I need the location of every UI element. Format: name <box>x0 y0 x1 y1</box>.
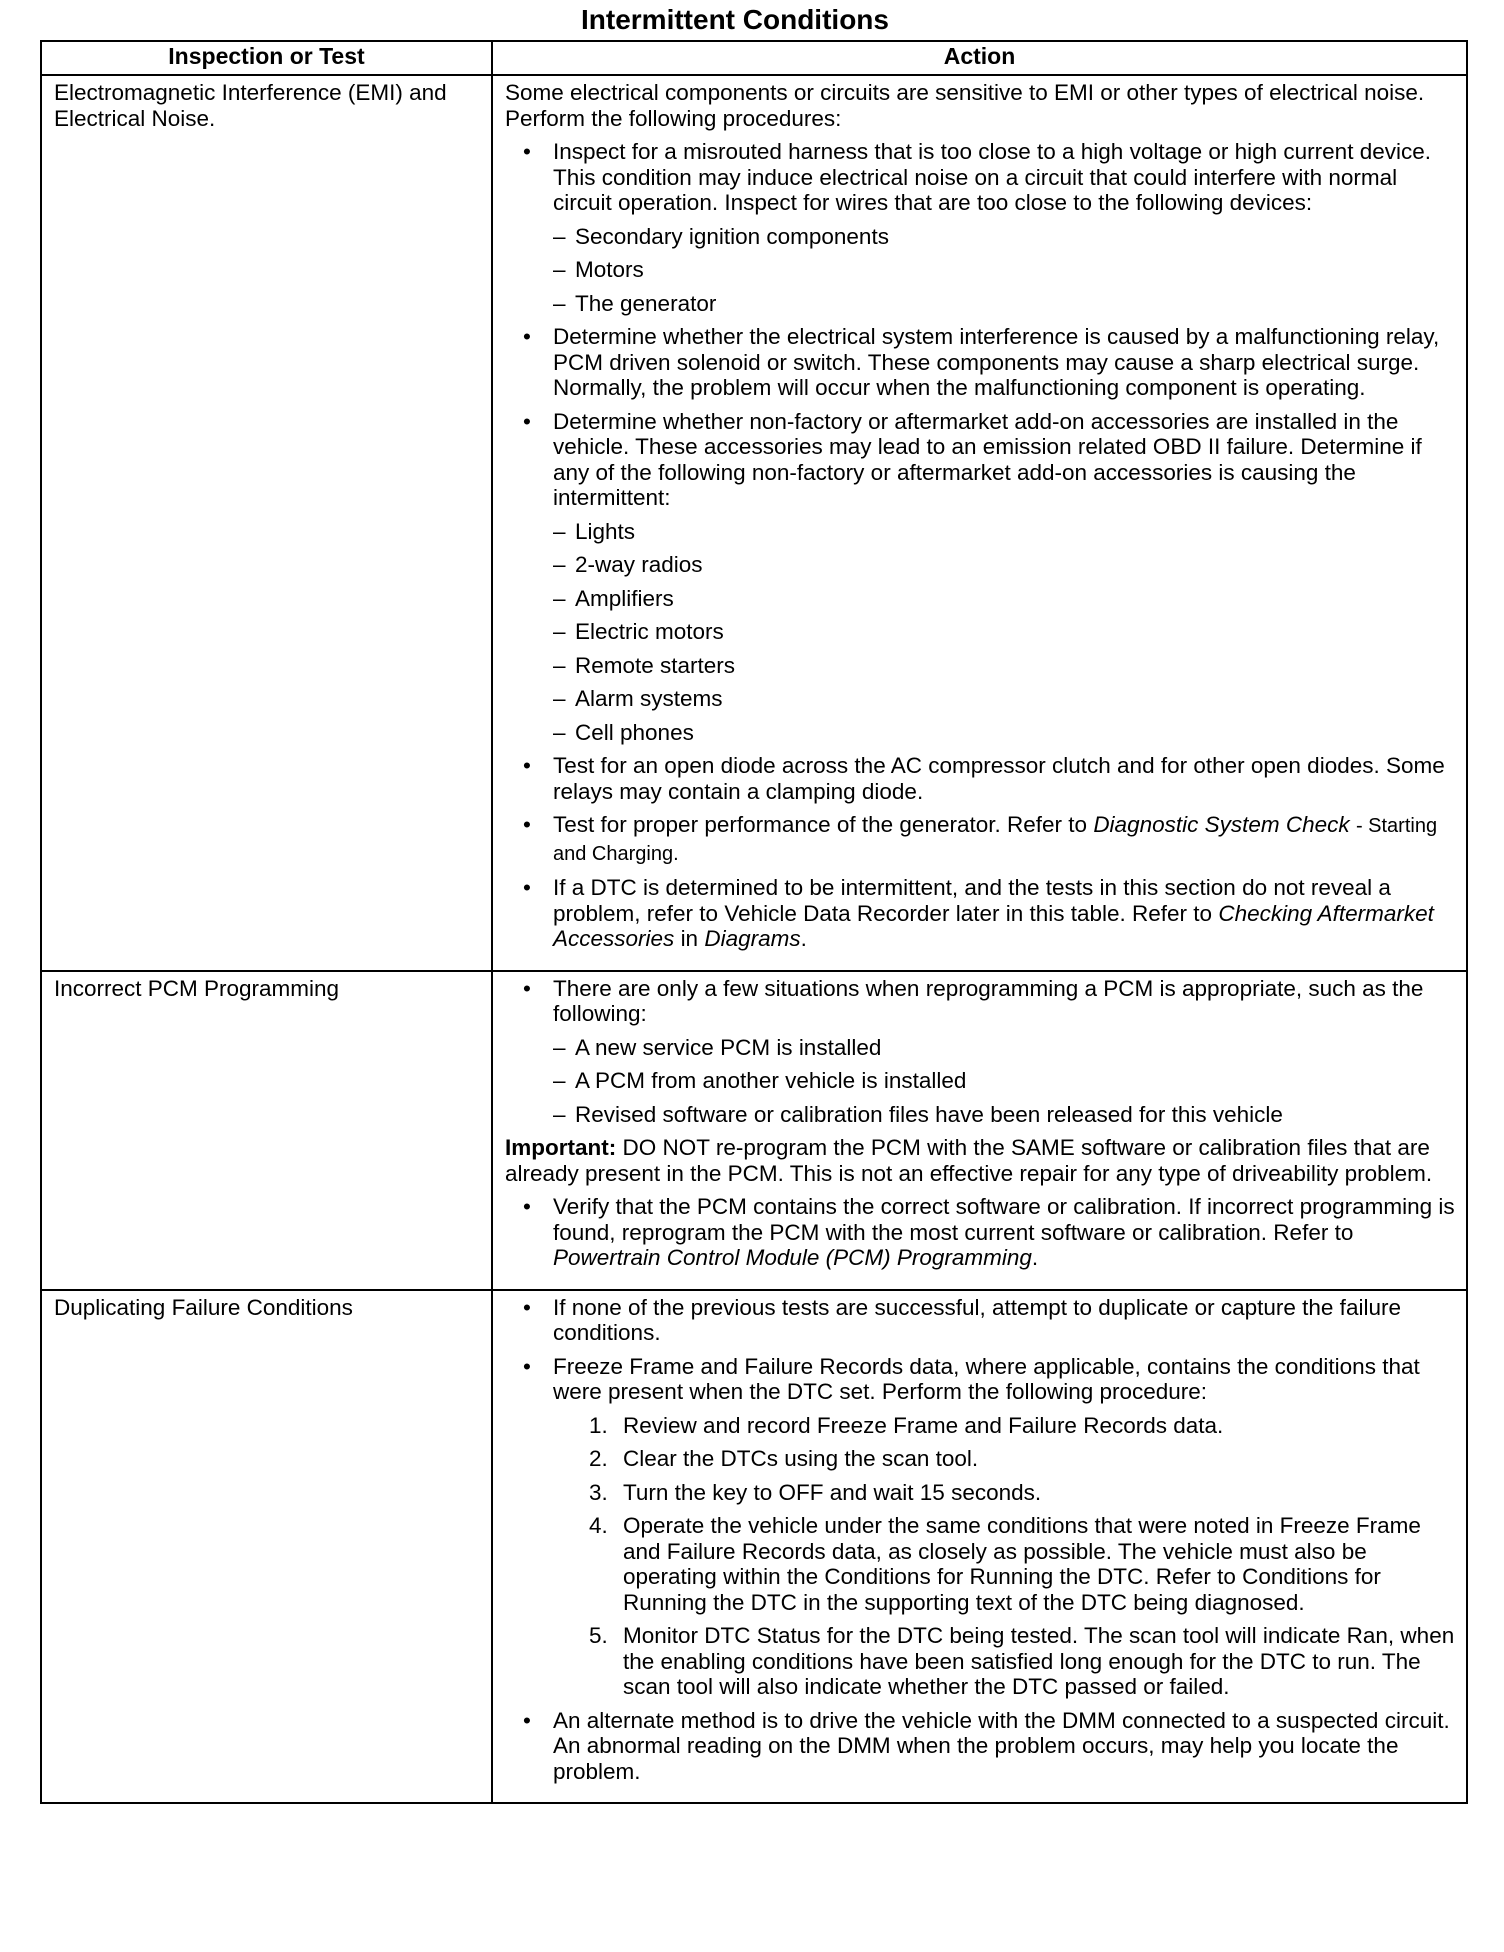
bullet-marker: • <box>523 1194 531 1219</box>
important-note <box>505 1135 1456 1186</box>
bullet-text: There are only a few situations when reprogramming a PCM is appropriate, such as the following: <box>553 975 1424 1026</box>
dash-marker: – <box>553 1034 566 1060</box>
aftermarket-accessories-ref: Checking Aftermarket Accessories <box>553 900 1434 951</box>
bullet-marker: • <box>523 1294 531 1320</box>
dash-marker: – <box>553 1068 566 1093</box>
bullet-item <box>523 1194 1456 1271</box>
dash-marker: – <box>553 585 566 611</box>
dash-item <box>553 1068 1456 1094</box>
dash-text: Alarm systems <box>575 686 723 711</box>
bullet-marker: • <box>523 324 531 349</box>
action-intro: Some electrical components or circuits are sensitive to EMI or other types of electrical noise. Perform the following procedures: <box>505 80 1425 131</box>
bullet-item <box>523 753 1456 804</box>
important-label: Important: <box>505 1135 617 1160</box>
generator-test-text: Test for proper performance of the generator. Refer to <box>553 812 1088 837</box>
bullet-marker: • <box>523 875 531 900</box>
page-title: Intermittent Conditions <box>581 4 889 35</box>
important-text: DO NOT re-program the PCM with the SAME software or calibration files that are already present in the PCM. This is not an effective repair for any type of driveability problem. <box>505 1135 1433 1186</box>
bullet-text: Freeze Frame and Failure Records data, where applicable, contains the conditions that were present when the DTC set. Perform the following procedure: <box>553 1353 1420 1404</box>
step-text: Turn the key to OFF and wait 15 seconds. <box>623 1479 1042 1505</box>
row-action <box>492 1290 1467 1804</box>
header-action: Action <box>492 41 1467 75</box>
intermittent-conditions-table <box>40 40 1468 1804</box>
dash-marker: – <box>553 257 566 282</box>
dash-text: Revised software or calibration files have been released for this vehicle <box>575 1101 1283 1127</box>
bullet-marker: • <box>523 1707 531 1733</box>
bullet-item <box>523 976 1456 1027</box>
dash-marker: – <box>553 518 566 544</box>
step-number: 4. <box>589 1513 608 1538</box>
dash-item <box>553 653 1456 679</box>
bullet-text: Determine whether the electrical system interference is caused by a malfunctioning relay, PCM driven solenoid or switch. These components may cause a sharp electrical surge. Normally, the problem will occur when the malfunctioning component is operating. <box>553 324 1440 400</box>
bullet-marker: • <box>523 408 531 434</box>
row-inspection: Incorrect PCM Programming <box>41 971 492 1290</box>
verify-pcm-text: Verify that the PCM contains the correct software or calibration. If incorrect programming is found, reprogram the PCM with the most current software or calibration. Refer to <box>553 1194 1455 1245</box>
bullet-item <box>523 409 1456 511</box>
dash-text: A PCM from another vehicle is installed <box>575 1068 967 1093</box>
dash-item <box>553 224 1456 250</box>
bullet-item <box>523 139 1456 216</box>
bullet-text: Inspect for a misrouted harness that is too close to a high voltage or high current device. This condition may induce electrical noise on a circuit that could interfere with normal circuit operation. Inspect for wires that are too close to the following devices: <box>553 139 1431 215</box>
dash-item <box>553 586 1456 612</box>
bullet-marker: • <box>523 812 531 837</box>
dash-item <box>553 552 1456 578</box>
dash-marker: – <box>553 223 566 249</box>
bullet-marker: • <box>523 753 531 778</box>
numbered-step <box>589 1446 1456 1472</box>
bullet-item <box>523 1708 1456 1785</box>
dash-text: Electric motors <box>575 619 724 644</box>
dash-marker: – <box>553 719 566 745</box>
table-row <box>41 971 1467 1290</box>
dash-marker: – <box>553 652 566 678</box>
dash-marker: – <box>553 1101 566 1127</box>
dash-text: Lights <box>575 518 636 544</box>
bullet-item <box>523 324 1456 401</box>
dash-item <box>553 1102 1456 1128</box>
dash-item <box>553 291 1456 317</box>
step-text: Review and record Freeze Frame and Failure Records data. <box>623 1412 1224 1438</box>
step-number: 2. <box>589 1446 608 1471</box>
numbered-step <box>589 1513 1456 1615</box>
dash-marker: – <box>553 686 566 711</box>
step-number: 3. <box>589 1479 608 1505</box>
dash-text: 2-way radios <box>575 552 703 577</box>
dash-text: The generator <box>575 290 717 316</box>
bullet-marker: • <box>523 1353 531 1379</box>
diagrams-ref: Diagrams <box>704 926 801 951</box>
dash-item <box>553 1035 1456 1061</box>
numbered-step <box>589 1623 1456 1700</box>
bullet-text <box>553 1194 1456 1271</box>
header-inspection: Inspection or Test <box>41 41 492 75</box>
step-text: Operate the vehicle under the same conditions that were noted in Freeze Frame and Failure Records data, as closely as possible. The vehicle must also be operating within the Conditions for Running the DTC. Refer to Conditions for Running the DTC in the supporting text of the DTC being diagnosed. <box>623 1513 1421 1615</box>
dash-marker: – <box>553 619 566 644</box>
bullet-item <box>523 1295 1456 1346</box>
dash-text: Secondary ignition components <box>575 223 889 249</box>
numbered-step <box>589 1480 1456 1506</box>
starting-charging-text: - Starting and Charging. <box>553 815 1438 865</box>
bullet-item <box>523 1354 1456 1405</box>
bullet-text <box>553 812 1456 867</box>
pcm-programming-ref: Powertrain Control Module (PCM) Programming <box>553 1245 1032 1270</box>
table-header-row <box>41 41 1467 75</box>
bullet-text: Determine whether non-factory or aftermarket add-on accessories are installed in the vehicle. These accessories may lead to an emission related OBD II failure. Determine if any of the following non-factory or aftermarket add-on accessories is causing the intermittent: <box>553 408 1422 510</box>
step-number: 5. <box>589 1623 608 1648</box>
dash-text: Cell phones <box>575 719 694 745</box>
table-row <box>41 1290 1467 1804</box>
dash-item <box>553 519 1456 545</box>
dash-text: A new service PCM is installed <box>575 1034 882 1060</box>
bullet-marker: • <box>523 139 531 164</box>
period: . <box>800 926 807 951</box>
step-text: Monitor DTC Status for the DTC being tested. The scan tool will indicate Ran, when the enabling conditions have been satisfied long enough for the DTC to run. The scan tool will also indicate whether the DTC passed or failed. <box>623 1623 1455 1699</box>
dash-text: Amplifiers <box>575 585 674 611</box>
bullet-text: An alternate method is to drive the vehicle with the DMM connected to a suspected circuit. An abnormal reading on the DMM when the problem occurs, may help you locate the problem. <box>553 1707 1450 1784</box>
bullet-item <box>523 812 1456 867</box>
dash-text: Remote starters <box>575 652 736 678</box>
row-inspection: Duplicating Failure Conditions <box>41 1290 492 1804</box>
in-text: in <box>680 926 699 951</box>
bullet-marker: • <box>523 975 531 1001</box>
dash-text: Motors <box>575 257 644 282</box>
dash-item <box>553 720 1456 746</box>
dash-marker: – <box>553 290 566 316</box>
row-inspection: Electromagnetic Interference (EMI) and Electrical Noise. <box>41 75 492 971</box>
bullet-text: Test for an open diode across the AC compressor clutch and for other open diodes. Some relays may contain a clamping diode. <box>553 753 1445 804</box>
diagnostic-system-check-ref: Diagnostic System Check <box>1093 812 1350 837</box>
row-action <box>492 971 1467 1290</box>
dash-marker: – <box>553 552 566 577</box>
numbered-step <box>589 1413 1456 1439</box>
period: . <box>1031 1245 1039 1270</box>
step-text: Clear the DTCs using the scan tool. <box>623 1446 979 1471</box>
dash-item <box>553 257 1456 283</box>
row-action <box>492 75 1467 971</box>
bullet-text: If none of the previous tests are successful, attempt to duplicate or capture the failure conditions. <box>553 1294 1401 1345</box>
bullet-text <box>553 875 1456 952</box>
dash-item <box>553 686 1456 712</box>
table-row <box>41 75 1467 971</box>
dash-item <box>553 619 1456 645</box>
step-number: 1. <box>589 1412 608 1438</box>
dtc-intermittent-text: If a DTC is determined to be intermittent, and the tests in this section do not reveal a problem, refer to Vehicle Data Recorder later in this table. Refer to <box>553 875 1391 926</box>
bullet-item <box>523 875 1456 952</box>
